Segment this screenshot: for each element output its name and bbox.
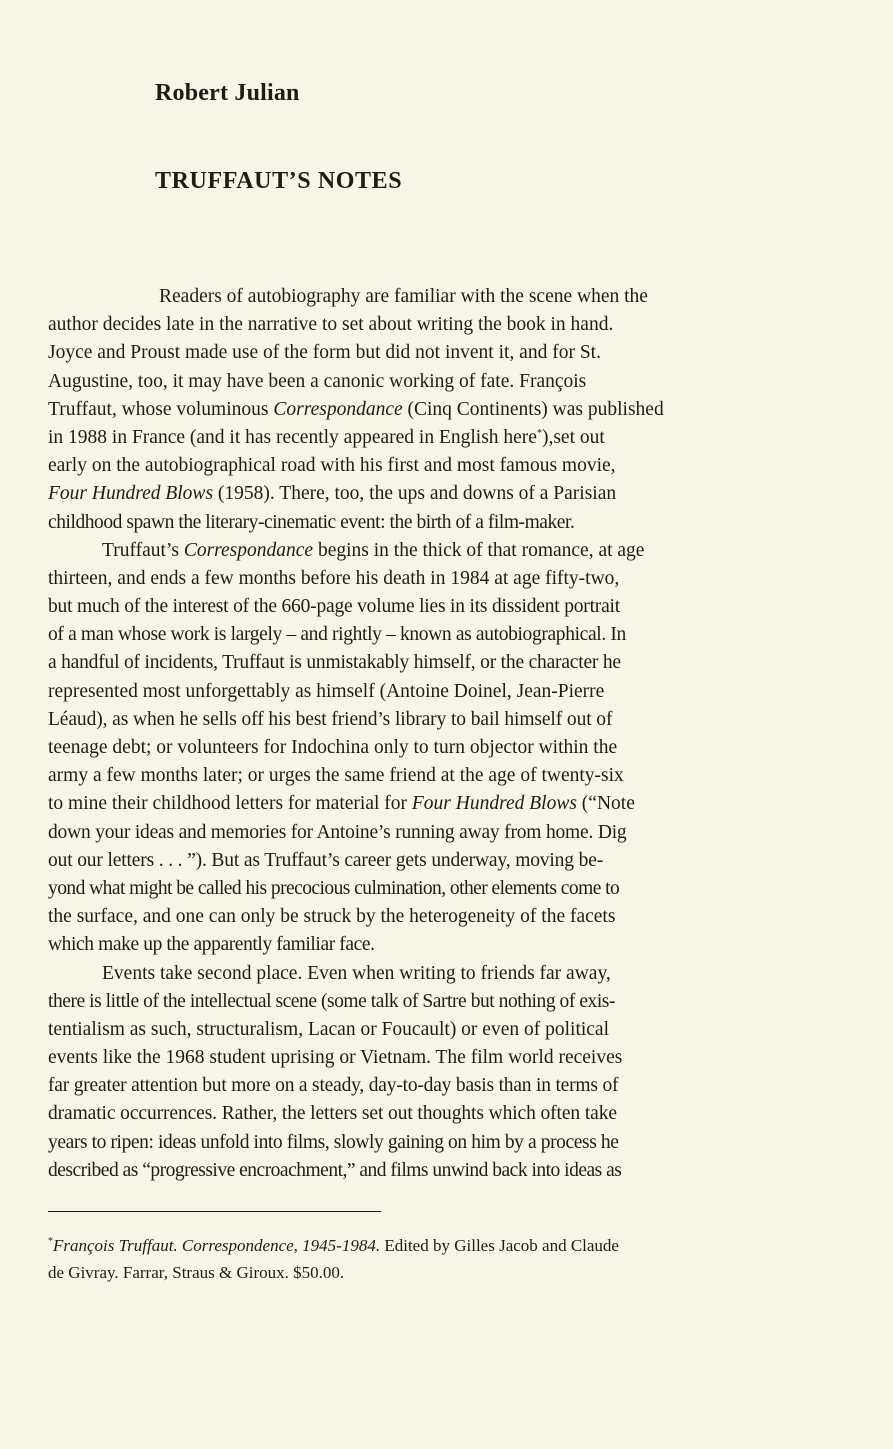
film-title: Four Hundred Blows	[411, 793, 577, 815]
text-run: early on the autobiographical road with his first and most famous movie,	[48, 455, 616, 477]
footnote-line	[48, 1232, 801, 1259]
citation-title: François Truffaut. Correspondence, 1945-1984.	[53, 1236, 381, 1255]
text-run: far greater attention but more on a steady, day-to-day basis than in terms of	[48, 1075, 619, 1097]
paragraph-2-line	[48, 734, 801, 762]
paragraph-1-line	[48, 396, 801, 424]
text-run: represented most unforgettably as himself (Antoine Doinel, Jean-Pierre	[48, 680, 605, 702]
text-run: in 1988 in France (and it has recently appeared in English here	[48, 426, 537, 448]
paragraph-1-line	[48, 480, 801, 508]
text-run: to mine their childhood letters for material for	[48, 793, 412, 815]
paragraph-1-line	[48, 283, 801, 311]
text-run: author decides late in the narrative to set about writing the book in hand.	[48, 314, 614, 336]
text-run	[48, 396, 664, 424]
text-run	[48, 1232, 619, 1259]
text-run: but much of the interest of the 660-page volume lies in its dissident portrait	[48, 596, 620, 618]
film-title: Four Hundred Blows	[48, 483, 214, 505]
author-name: Robert Julian	[155, 80, 300, 106]
text-run: childhood spawn the literary-cinematic event: the birth of a film-maker.	[48, 511, 575, 533]
text-run	[102, 537, 644, 565]
paragraph-2-line	[48, 649, 801, 677]
text-run: the surface, and one can only be struck by the heterogeneity of the facets	[48, 906, 616, 928]
article-body	[48, 283, 801, 1185]
paragraph-3-line	[48, 960, 801, 988]
text-run: which make up the apparently familiar face.	[48, 934, 375, 956]
article-title: TRUFFAUT’S NOTES	[155, 168, 403, 194]
paragraph-1-line	[48, 311, 801, 339]
paragraph-3-line	[48, 988, 801, 1016]
paragraph-2-line	[48, 537, 801, 565]
text-run: a handful of incidents, Truffaut is unmistakably himself, or the character he	[48, 652, 621, 674]
footnote-ref: *	[536, 427, 542, 439]
paragraph-2-line	[48, 762, 801, 790]
text-run: teenage debt; or volunteers for Indochina only to turn objector within the	[48, 737, 618, 758]
paragraph-1-line	[48, 339, 801, 367]
text-run: Edited by Gilles Jacob and Claude	[380, 1236, 619, 1255]
paragraph-2-line	[48, 903, 801, 931]
text-run: dramatic occurrences. Rather, the letters set out thoughts which often take	[48, 1103, 617, 1125]
text-run: ),set out	[541, 426, 605, 448]
text-run: (“Note	[576, 793, 635, 815]
paragraph-2-line	[48, 819, 801, 847]
text-run: of a man whose work is largely – and rightly – known as autobiographical. In	[48, 624, 626, 646]
paragraph-2-line	[48, 706, 801, 734]
text-run: there is little of the intellectual scene (some talk of Sartre but nothing of exis-	[48, 990, 615, 1012]
text-run: events like the 1968 student uprising or Vietnam. The film world receives	[48, 1047, 623, 1069]
text-run: (1958). There, too, the ups and downs of a Parisian	[213, 483, 617, 505]
paragraph-1-line	[48, 452, 801, 480]
book-title: Correspondance	[183, 539, 314, 561]
paragraph-2-line	[48, 565, 801, 593]
text-run: down your ideas and memories for Antoine’s running away from home. Dig	[48, 821, 627, 843]
text-run: years to ripen: ideas unfold into films, slowly gaining on him by a process he	[48, 1131, 619, 1153]
text-run: de Givray. Farrar, Straus & Giroux. $50.00.	[48, 1263, 345, 1282]
text-run: army a few months later; or urges the same friend at the age of twenty-six	[48, 765, 624, 787]
book-title: Correspondance	[273, 398, 403, 420]
paragraph-2-line	[48, 931, 801, 959]
paragraph-2-line	[48, 875, 801, 903]
paragraph-3-line	[48, 1016, 801, 1044]
text-run: yond what might be called his precocious culmination, other elements come to	[48, 877, 620, 899]
footnote-marker: *	[48, 1236, 53, 1247]
text-run: out our letters . . . ”). But as Truffaut’s career gets underway, moving be-	[48, 849, 604, 871]
text-run: tentialism as such, structuralism, Lacan or Foucault) or even of political	[48, 1018, 610, 1040]
paragraph-3-line	[48, 1100, 801, 1128]
text-run	[48, 424, 605, 452]
paragraph-2-line	[48, 621, 801, 649]
paragraph-3-line	[48, 1129, 801, 1157]
paragraph-2-line	[48, 847, 801, 875]
paragraph-1-line	[48, 368, 801, 396]
text-run: thirteen, and ends a few months before his death in 1984 at age fifty-two,	[48, 567, 620, 589]
text-run: Augustine, too, it may have been a canonic working of fate. François	[48, 370, 587, 392]
paragraph-1-line	[48, 424, 801, 452]
footnote	[48, 1232, 801, 1286]
text-run: Readers of autobiography are familiar with the scene when the	[159, 286, 648, 307]
text-run: described as “progressive encroachment,” and films unwind back into ideas as	[48, 1159, 622, 1181]
footnote-line	[48, 1259, 801, 1286]
paragraph-2-line	[48, 790, 801, 818]
paragraph-2-line	[48, 593, 801, 621]
paragraph-3-line	[48, 1044, 801, 1072]
paragraph-1-line	[48, 509, 801, 537]
text-run: Joyce and Proust made use of the form but did not invent it, and for St.	[48, 342, 601, 364]
text-run: Truffaut, whose voluminous	[48, 398, 274, 420]
text-run: Léaud), as when he sells off his best friend’s library to bail himself out of	[48, 708, 613, 730]
paragraph-2-line	[48, 678, 801, 706]
text-run: Events take second place. Even when writing to friends far away,	[102, 962, 611, 984]
footnote-divider	[48, 1211, 381, 1212]
text-run: begins in the thick of that romance, at age	[313, 539, 645, 561]
text-run: Truffaut’s	[102, 539, 184, 561]
paragraph-3-line	[48, 1157, 801, 1185]
text-run: (Cinq Continents) was published	[402, 398, 664, 420]
text-run	[48, 480, 616, 508]
text-run	[48, 790, 635, 818]
paragraph-3-line	[48, 1072, 801, 1100]
